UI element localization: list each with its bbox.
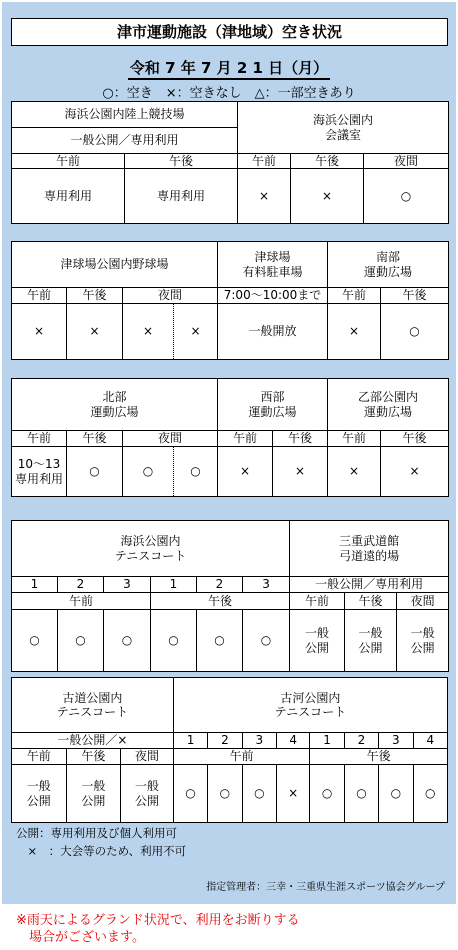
usage-type: 一般公開／専用利用 bbox=[12, 128, 238, 154]
availability-cell: ○ bbox=[344, 765, 378, 823]
period-label: 午後 bbox=[310, 749, 448, 765]
period-label: 午後 bbox=[125, 154, 238, 169]
period-label: 午後 bbox=[67, 431, 123, 447]
note-line: 公開：専用利用及び個人利用可 bbox=[16, 826, 177, 840]
period-label: 午後 bbox=[381, 288, 449, 304]
availability-cell: × bbox=[123, 304, 174, 360]
availability-cell: ○ bbox=[197, 610, 243, 672]
period-label: 夜間 bbox=[364, 154, 449, 169]
period-label: 午後 bbox=[66, 749, 121, 765]
manager-credit: 指定管理者：三幸・三重県生涯スポーツ協会グループ bbox=[206, 882, 445, 893]
availability-cell: 一般開放 bbox=[218, 304, 328, 360]
period-label: 午後 bbox=[345, 593, 397, 610]
period-label: 午前 bbox=[173, 749, 310, 765]
availability-cell: 一般 公開 bbox=[12, 765, 67, 823]
availability-cell: 一般 公開 bbox=[397, 610, 449, 672]
facility-name: 古道公園内 テニスコート bbox=[12, 678, 174, 733]
availability-cell: ○ bbox=[12, 610, 58, 672]
availability-cell: 一般 公開 bbox=[121, 765, 174, 823]
availability-cell: × bbox=[328, 304, 381, 360]
facility-name: 津球場 有料駐車場 bbox=[218, 242, 328, 288]
usage-type: 一般公開／× bbox=[12, 733, 174, 749]
availability-cell: ○ bbox=[151, 610, 197, 672]
period-label: 夜間 bbox=[397, 593, 449, 610]
availability-cell: ○ bbox=[242, 765, 276, 823]
availability-cell: × bbox=[218, 447, 273, 497]
availability-cell: ○ bbox=[58, 610, 104, 672]
period-label: 夜間 bbox=[121, 749, 174, 765]
facility-name: 海浜公園内 テニスコート bbox=[12, 521, 290, 577]
facility-table-3 bbox=[11, 378, 449, 497]
facility-name: 乙部公園内 運動広場 bbox=[328, 379, 449, 431]
court-number: 2 bbox=[58, 577, 104, 593]
availability-cell: × bbox=[67, 304, 123, 360]
availability-cell: × bbox=[273, 447, 328, 497]
availability-cell: × bbox=[381, 447, 449, 497]
court-number: 2 bbox=[197, 577, 243, 593]
facility-table-4 bbox=[11, 520, 449, 672]
availability-cell: ○ bbox=[67, 447, 123, 497]
court-number: 2 bbox=[208, 733, 242, 749]
notes bbox=[16, 824, 186, 860]
availability-cell: 専用利用 bbox=[125, 169, 238, 224]
facility-table-1 bbox=[11, 101, 449, 224]
availability-cell: × bbox=[174, 304, 218, 360]
usage-type: 一般公開／専用利用 bbox=[290, 577, 449, 593]
note-line: × ：大会等のため、利用不可 bbox=[16, 844, 187, 858]
period-label: 夜間 bbox=[123, 431, 218, 447]
period-label: 午前 bbox=[12, 749, 67, 765]
availability-cell: × bbox=[277, 765, 310, 823]
availability-cell: ○ bbox=[173, 765, 207, 823]
availability-cell: × bbox=[12, 304, 67, 360]
facility-name: 海浜公園内 会議室 bbox=[238, 102, 449, 154]
period-label: 午後 bbox=[67, 288, 123, 304]
facility-name: 南部 運動広場 bbox=[328, 242, 449, 288]
court-number: 1 bbox=[310, 733, 344, 749]
period-label: 午前 bbox=[328, 288, 381, 304]
facility-name: 海浜公園内陸上競技場 bbox=[12, 102, 238, 128]
availability-cell: × bbox=[291, 169, 364, 224]
court-number: 3 bbox=[104, 577, 151, 593]
page-title: 津市運動施設（津地域）空き状況 bbox=[11, 18, 448, 46]
period-label: 午前 bbox=[12, 288, 67, 304]
court-number: 1 bbox=[12, 577, 58, 593]
court-number: 3 bbox=[242, 733, 276, 749]
availability-cell: ○ bbox=[413, 765, 447, 823]
period-label: 午後 bbox=[273, 431, 328, 447]
availability-cell: ○ bbox=[310, 765, 344, 823]
availability-cell: ○ bbox=[104, 610, 151, 672]
facility-table-5 bbox=[11, 677, 448, 823]
period-label: 夜間 bbox=[123, 288, 218, 304]
court-number: 3 bbox=[243, 577, 290, 593]
period-label: 午後 bbox=[381, 431, 449, 447]
court-number: 3 bbox=[379, 733, 413, 749]
period-label: 7:00～10:00まで bbox=[218, 288, 328, 304]
availability-cell: ○ bbox=[364, 169, 449, 224]
period-label: 午前 bbox=[328, 431, 381, 447]
availability-cell: ○ bbox=[243, 610, 290, 672]
period-label: 午前 bbox=[218, 431, 273, 447]
rain-warning: ※雨天によるグランド状況で、利用をお断りする 場合がございます。 bbox=[16, 913, 300, 945]
availability-cell: × bbox=[328, 447, 381, 497]
date-label: 令和 7 年 7 月 2 1 日（月） bbox=[0, 57, 458, 78]
availability-cell: 一般 公開 bbox=[66, 765, 121, 823]
availability-cell: ○ bbox=[208, 765, 242, 823]
period-label: 午前 bbox=[12, 431, 67, 447]
period-label: 午後 bbox=[291, 154, 364, 169]
facility-name: 三重武道館 弓道遠的場 bbox=[290, 521, 449, 577]
availability-cell: ○ bbox=[123, 447, 174, 497]
availability-cell: 10～13 専用利用 bbox=[12, 447, 67, 497]
facility-name: 津球場公園内野球場 bbox=[12, 242, 218, 288]
facility-name: 古河公園内 テニスコート bbox=[173, 678, 447, 733]
period-label: 午後 bbox=[151, 593, 290, 610]
period-label: 午前 bbox=[12, 154, 125, 169]
availability-cell: 一般 公開 bbox=[290, 610, 345, 672]
availability-cell: ○ bbox=[379, 765, 413, 823]
period-label: 午前 bbox=[12, 593, 151, 610]
facility-name: 北部 運動広場 bbox=[12, 379, 218, 431]
court-number: 4 bbox=[413, 733, 447, 749]
availability-cell: ○ bbox=[174, 447, 218, 497]
facility-table-2 bbox=[11, 241, 449, 360]
availability-cell: × bbox=[238, 169, 291, 224]
availability-cell: 一般 公開 bbox=[345, 610, 397, 672]
availability-cell: ○ bbox=[381, 304, 449, 360]
availability-cell: 専用利用 bbox=[12, 169, 125, 224]
legend: ○：空き ×：空きなし △：一部空きあり bbox=[102, 86, 356, 101]
court-number: 1 bbox=[151, 577, 197, 593]
court-number: 1 bbox=[173, 733, 207, 749]
facility-name: 西部 運動広場 bbox=[218, 379, 328, 431]
court-number: 4 bbox=[277, 733, 310, 749]
period-label: 午前 bbox=[238, 154, 291, 169]
court-number: 2 bbox=[344, 733, 378, 749]
period-label: 午前 bbox=[290, 593, 345, 610]
